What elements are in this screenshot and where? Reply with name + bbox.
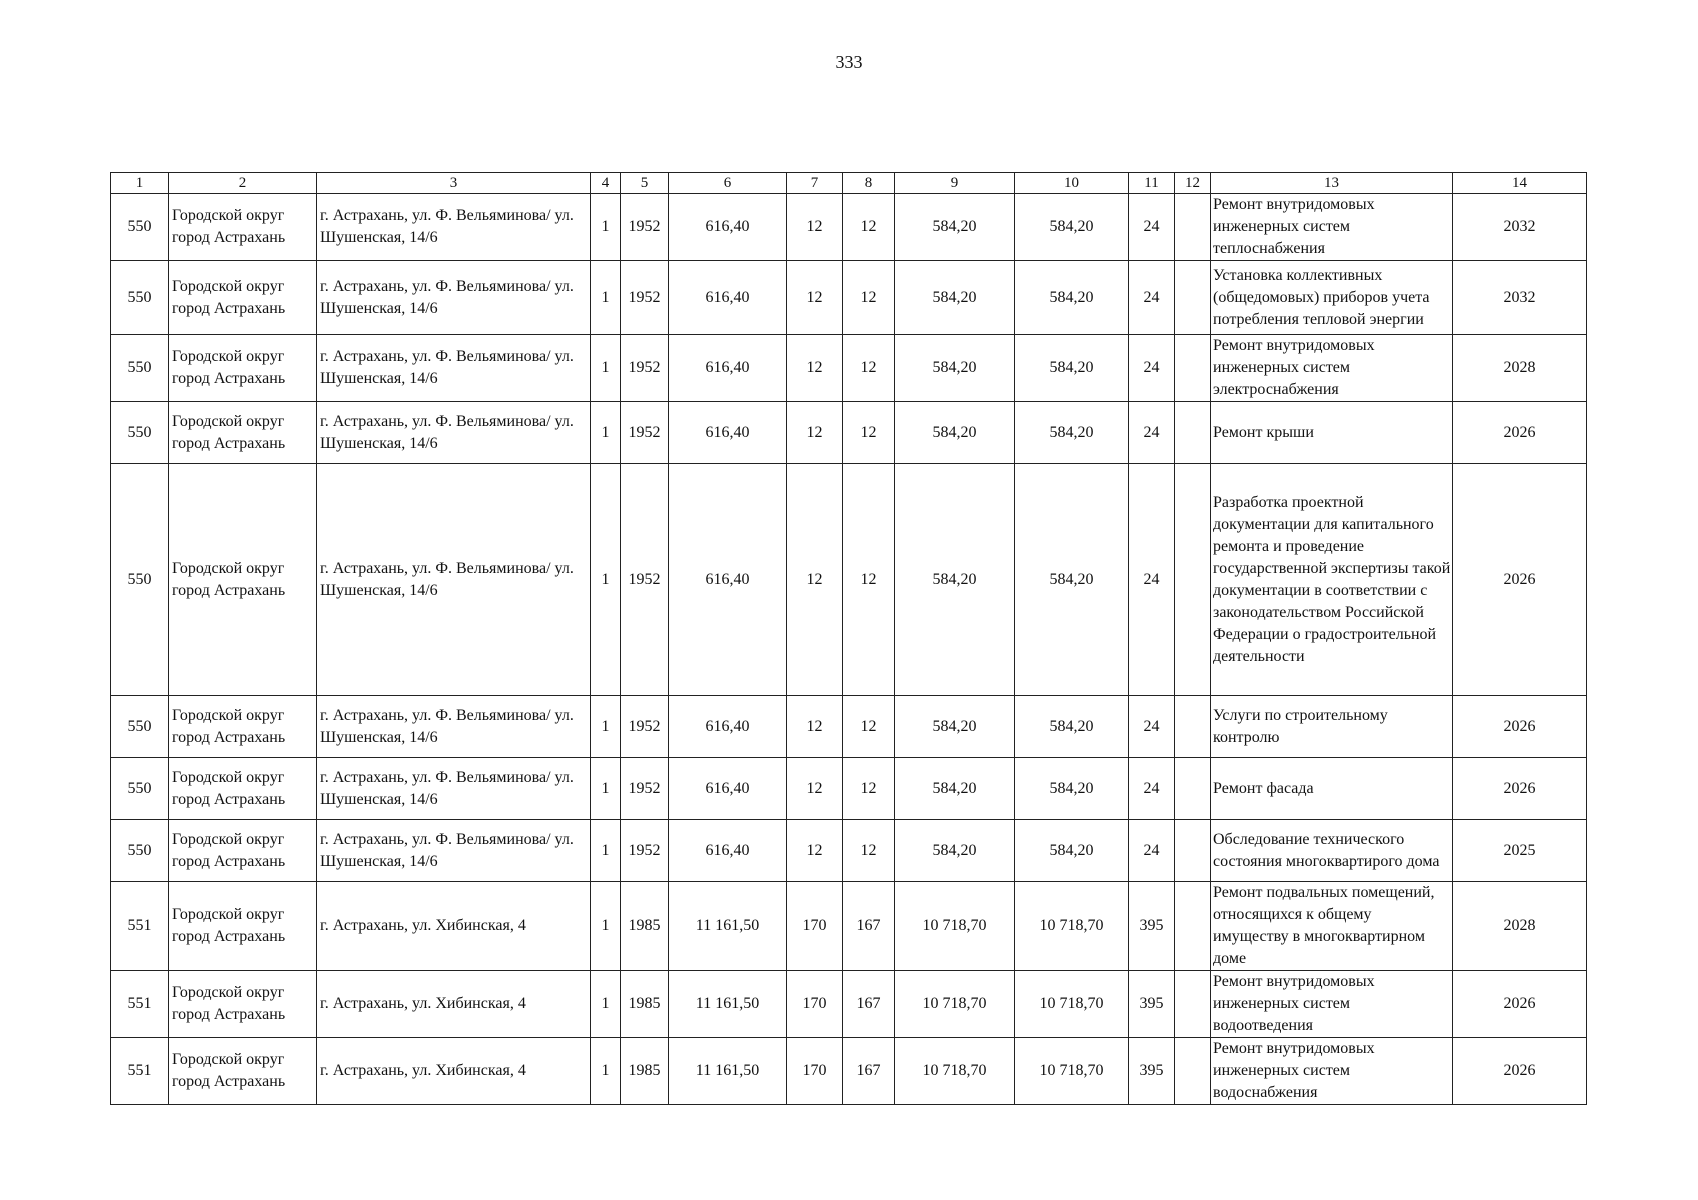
address-cell: г. Астрахань, ул. Ф. Вельяминова/ ул. Шушенская, 14/6 xyxy=(317,261,591,335)
municipality-cell: Городской округ город Астрахань xyxy=(169,194,317,261)
column-number: 5 xyxy=(621,173,669,194)
total-area-cell: 616,40 xyxy=(669,820,787,882)
count-cell: 24 xyxy=(1129,402,1175,464)
column-number: 13 xyxy=(1211,173,1453,194)
category-cell: 1 xyxy=(591,335,621,402)
category-cell: 1 xyxy=(591,820,621,882)
column-number: 4 xyxy=(591,173,621,194)
row-number-cell: 550 xyxy=(111,335,169,402)
row-number-cell: 550 xyxy=(111,402,169,464)
value-cell: 12 xyxy=(787,335,843,402)
area-cell: 584,20 xyxy=(1015,194,1129,261)
total-area-cell: 616,40 xyxy=(669,261,787,335)
row-number-cell: 550 xyxy=(111,464,169,696)
year-cell: 1952 xyxy=(621,464,669,696)
year-plan-cell: 2025 xyxy=(1453,820,1587,882)
area-cell: 584,20 xyxy=(1015,335,1129,402)
work-type-cell: Ремонт фасада xyxy=(1211,758,1453,820)
year-plan-cell: 2032 xyxy=(1453,194,1587,261)
area-cell: 584,20 xyxy=(1015,820,1129,882)
total-area-cell: 616,40 xyxy=(669,402,787,464)
address-cell: г. Астрахань, ул. Ф. Вельяминова/ ул. Шушенская, 14/6 xyxy=(317,402,591,464)
count-cell: 24 xyxy=(1129,335,1175,402)
row-number-cell: 550 xyxy=(111,261,169,335)
area-cell: 584,20 xyxy=(895,194,1015,261)
column-number: 9 xyxy=(895,173,1015,194)
table-row xyxy=(111,1038,1587,1105)
work-type-cell: Разработка проектной документации для капитального ремонта и проведение государственной экспертизы такой документации в соответствии с законодательством Российской Федерации о градостроительной деятельности xyxy=(1211,464,1453,696)
value-cell: 12 xyxy=(787,464,843,696)
year-cell: 1952 xyxy=(621,335,669,402)
area-cell: 584,20 xyxy=(895,261,1015,335)
row-number-cell: 550 xyxy=(111,194,169,261)
value-cell: 12 xyxy=(843,820,895,882)
area-cell: 584,20 xyxy=(1015,402,1129,464)
value-cell: 12 xyxy=(843,402,895,464)
year-plan-cell: 2028 xyxy=(1453,335,1587,402)
count-cell: 24 xyxy=(1129,758,1175,820)
column-number: 2 xyxy=(169,173,317,194)
table-row xyxy=(111,335,1587,402)
empty-cell xyxy=(1175,261,1211,335)
column-number: 3 xyxy=(317,173,591,194)
municipality-cell: Городской округ город Астрахань xyxy=(169,261,317,335)
address-cell: г. Астрахань, ул. Ф. Вельяминова/ ул. Шушенская, 14/6 xyxy=(317,194,591,261)
value-cell: 170 xyxy=(787,882,843,971)
municipality-cell: Городской округ город Астрахань xyxy=(169,820,317,882)
year-cell: 1952 xyxy=(621,696,669,758)
municipality-cell: Городской округ город Астрахань xyxy=(169,464,317,696)
year-plan-cell: 2028 xyxy=(1453,882,1587,971)
value-cell: 12 xyxy=(843,696,895,758)
year-cell: 1952 xyxy=(621,261,669,335)
value-cell: 12 xyxy=(843,194,895,261)
empty-cell xyxy=(1175,971,1211,1038)
column-number: 7 xyxy=(787,173,843,194)
year-cell: 1985 xyxy=(621,882,669,971)
address-cell: г. Астрахань, ул. Ф. Вельяминова/ ул. Шушенская, 14/6 xyxy=(317,758,591,820)
count-cell: 24 xyxy=(1129,194,1175,261)
municipality-cell: Городской округ город Астрахань xyxy=(169,971,317,1038)
year-plan-cell: 2026 xyxy=(1453,971,1587,1038)
year-plan-cell: 2032 xyxy=(1453,261,1587,335)
table-body xyxy=(111,194,1587,1105)
row-number-cell: 550 xyxy=(111,820,169,882)
column-number: 6 xyxy=(669,173,787,194)
address-cell: г. Астрахань, ул. Хибинская, 4 xyxy=(317,882,591,971)
year-cell: 1952 xyxy=(621,402,669,464)
area-cell: 584,20 xyxy=(895,696,1015,758)
empty-cell xyxy=(1175,696,1211,758)
area-cell: 584,20 xyxy=(895,820,1015,882)
value-cell: 12 xyxy=(787,820,843,882)
table-row xyxy=(111,820,1587,882)
year-cell: 1952 xyxy=(621,758,669,820)
value-cell: 170 xyxy=(787,971,843,1038)
category-cell: 1 xyxy=(591,261,621,335)
category-cell: 1 xyxy=(591,402,621,464)
column-number: 1 xyxy=(111,173,169,194)
municipality-cell: Городской округ город Астрахань xyxy=(169,1038,317,1105)
category-cell: 1 xyxy=(591,971,621,1038)
value-cell: 12 xyxy=(843,758,895,820)
category-cell: 1 xyxy=(591,696,621,758)
work-type-cell: Ремонт внутридомовых инженерных систем водоотведения xyxy=(1211,971,1453,1038)
row-number-cell: 550 xyxy=(111,758,169,820)
value-cell: 12 xyxy=(787,758,843,820)
category-cell: 1 xyxy=(591,464,621,696)
count-cell: 395 xyxy=(1129,882,1175,971)
total-area-cell: 11 161,50 xyxy=(669,971,787,1038)
empty-cell xyxy=(1175,402,1211,464)
year-cell: 1985 xyxy=(621,971,669,1038)
total-area-cell: 11 161,50 xyxy=(669,1038,787,1105)
table-row xyxy=(111,194,1587,261)
address-cell: г. Астрахань, ул. Ф. Вельяминова/ ул. Шушенская, 14/6 xyxy=(317,335,591,402)
work-type-cell: Услуги по строительному контролю xyxy=(1211,696,1453,758)
value-cell: 12 xyxy=(843,335,895,402)
year-cell: 1952 xyxy=(621,194,669,261)
column-number: 11 xyxy=(1129,173,1175,194)
municipality-cell: Городской округ город Астрахань xyxy=(169,758,317,820)
area-cell: 10 718,70 xyxy=(895,1038,1015,1105)
category-cell: 1 xyxy=(591,1038,621,1105)
value-cell: 12 xyxy=(843,464,895,696)
total-area-cell: 11 161,50 xyxy=(669,882,787,971)
value-cell: 12 xyxy=(787,261,843,335)
category-cell: 1 xyxy=(591,758,621,820)
empty-cell xyxy=(1175,1038,1211,1105)
capital-repair-table xyxy=(110,172,1587,1105)
work-type-cell: Ремонт внутридомовых инженерных систем теплоснабжения xyxy=(1211,194,1453,261)
column-number-row xyxy=(111,173,1587,194)
area-cell: 584,20 xyxy=(1015,464,1129,696)
count-cell: 24 xyxy=(1129,464,1175,696)
row-number-cell: 551 xyxy=(111,1038,169,1105)
area-cell: 10 718,70 xyxy=(1015,882,1129,971)
area-cell: 10 718,70 xyxy=(895,882,1015,971)
year-plan-cell: 2026 xyxy=(1453,696,1587,758)
count-cell: 24 xyxy=(1129,820,1175,882)
total-area-cell: 616,40 xyxy=(669,696,787,758)
area-cell: 10 718,70 xyxy=(1015,971,1129,1038)
work-type-cell: Ремонт крыши xyxy=(1211,402,1453,464)
total-area-cell: 616,40 xyxy=(669,464,787,696)
row-number-cell: 551 xyxy=(111,971,169,1038)
area-cell: 584,20 xyxy=(895,335,1015,402)
value-cell: 167 xyxy=(843,882,895,971)
empty-cell xyxy=(1175,820,1211,882)
empty-cell xyxy=(1175,194,1211,261)
empty-cell xyxy=(1175,335,1211,402)
category-cell: 1 xyxy=(591,194,621,261)
area-cell: 584,20 xyxy=(1015,758,1129,820)
empty-cell xyxy=(1175,758,1211,820)
category-cell: 1 xyxy=(591,882,621,971)
work-type-cell: Ремонт подвальных помещений, относящихся к общему имуществу в многоквартирном доме xyxy=(1211,882,1453,971)
row-number-cell: 550 xyxy=(111,696,169,758)
area-cell: 584,20 xyxy=(1015,261,1129,335)
empty-cell xyxy=(1175,464,1211,696)
value-cell: 167 xyxy=(843,971,895,1038)
area-cell: 10 718,70 xyxy=(895,971,1015,1038)
table-row xyxy=(111,882,1587,971)
address-cell: г. Астрахань, ул. Ф. Вельяминова/ ул. Шушенская, 14/6 xyxy=(317,464,591,696)
total-area-cell: 616,40 xyxy=(669,758,787,820)
year-plan-cell: 2026 xyxy=(1453,758,1587,820)
work-type-cell: Ремонт внутридомовых инженерных систем электроснабжения xyxy=(1211,335,1453,402)
year-plan-cell: 2026 xyxy=(1453,464,1587,696)
address-cell: г. Астрахань, ул. Хибинская, 4 xyxy=(317,971,591,1038)
value-cell: 170 xyxy=(787,1038,843,1105)
municipality-cell: Городской округ город Астрахань xyxy=(169,882,317,971)
table-row xyxy=(111,261,1587,335)
address-cell: г. Астрахань, ул. Ф. Вельяминова/ ул. Шушенская, 14/6 xyxy=(317,820,591,882)
work-type-cell: Обследование технического состояния многоквартирого дома xyxy=(1211,820,1453,882)
table-row xyxy=(111,971,1587,1038)
address-cell: г. Астрахань, ул. Ф. Вельяминова/ ул. Шушенская, 14/6 xyxy=(317,696,591,758)
work-type-cell: Ремонт внутридомовых инженерных систем водоснабжения xyxy=(1211,1038,1453,1105)
total-area-cell: 616,40 xyxy=(669,335,787,402)
value-cell: 12 xyxy=(843,261,895,335)
table-row xyxy=(111,402,1587,464)
count-cell: 24 xyxy=(1129,696,1175,758)
table-row xyxy=(111,696,1587,758)
municipality-cell: Городской округ город Астрахань xyxy=(169,335,317,402)
area-cell: 584,20 xyxy=(895,402,1015,464)
count-cell: 395 xyxy=(1129,971,1175,1038)
year-plan-cell: 2026 xyxy=(1453,1038,1587,1105)
municipality-cell: Городской округ город Астрахань xyxy=(169,696,317,758)
column-number: 8 xyxy=(843,173,895,194)
area-cell: 10 718,70 xyxy=(1015,1038,1129,1105)
value-cell: 12 xyxy=(787,194,843,261)
table-row xyxy=(111,758,1587,820)
address-cell: г. Астрахань, ул. Хибинская, 4 xyxy=(317,1038,591,1105)
area-cell: 584,20 xyxy=(1015,696,1129,758)
column-number: 12 xyxy=(1175,173,1211,194)
municipality-cell: Городской округ город Астрахань xyxy=(169,402,317,464)
row-number-cell: 551 xyxy=(111,882,169,971)
year-cell: 1952 xyxy=(621,820,669,882)
table-row xyxy=(111,464,1587,696)
value-cell: 12 xyxy=(787,402,843,464)
area-cell: 584,20 xyxy=(895,464,1015,696)
column-number: 14 xyxy=(1453,173,1587,194)
value-cell: 12 xyxy=(787,696,843,758)
column-number: 10 xyxy=(1015,173,1129,194)
page-number: 333 xyxy=(835,52,863,72)
area-cell: 584,20 xyxy=(895,758,1015,820)
count-cell: 24 xyxy=(1129,261,1175,335)
value-cell: 167 xyxy=(843,1038,895,1105)
work-type-cell: Установка коллективных (общедомовых) приборов учета потребления тепловой энергии xyxy=(1211,261,1453,335)
total-area-cell: 616,40 xyxy=(669,194,787,261)
count-cell: 395 xyxy=(1129,1038,1175,1105)
year-plan-cell: 2026 xyxy=(1453,402,1587,464)
year-cell: 1985 xyxy=(621,1038,669,1105)
empty-cell xyxy=(1175,882,1211,971)
